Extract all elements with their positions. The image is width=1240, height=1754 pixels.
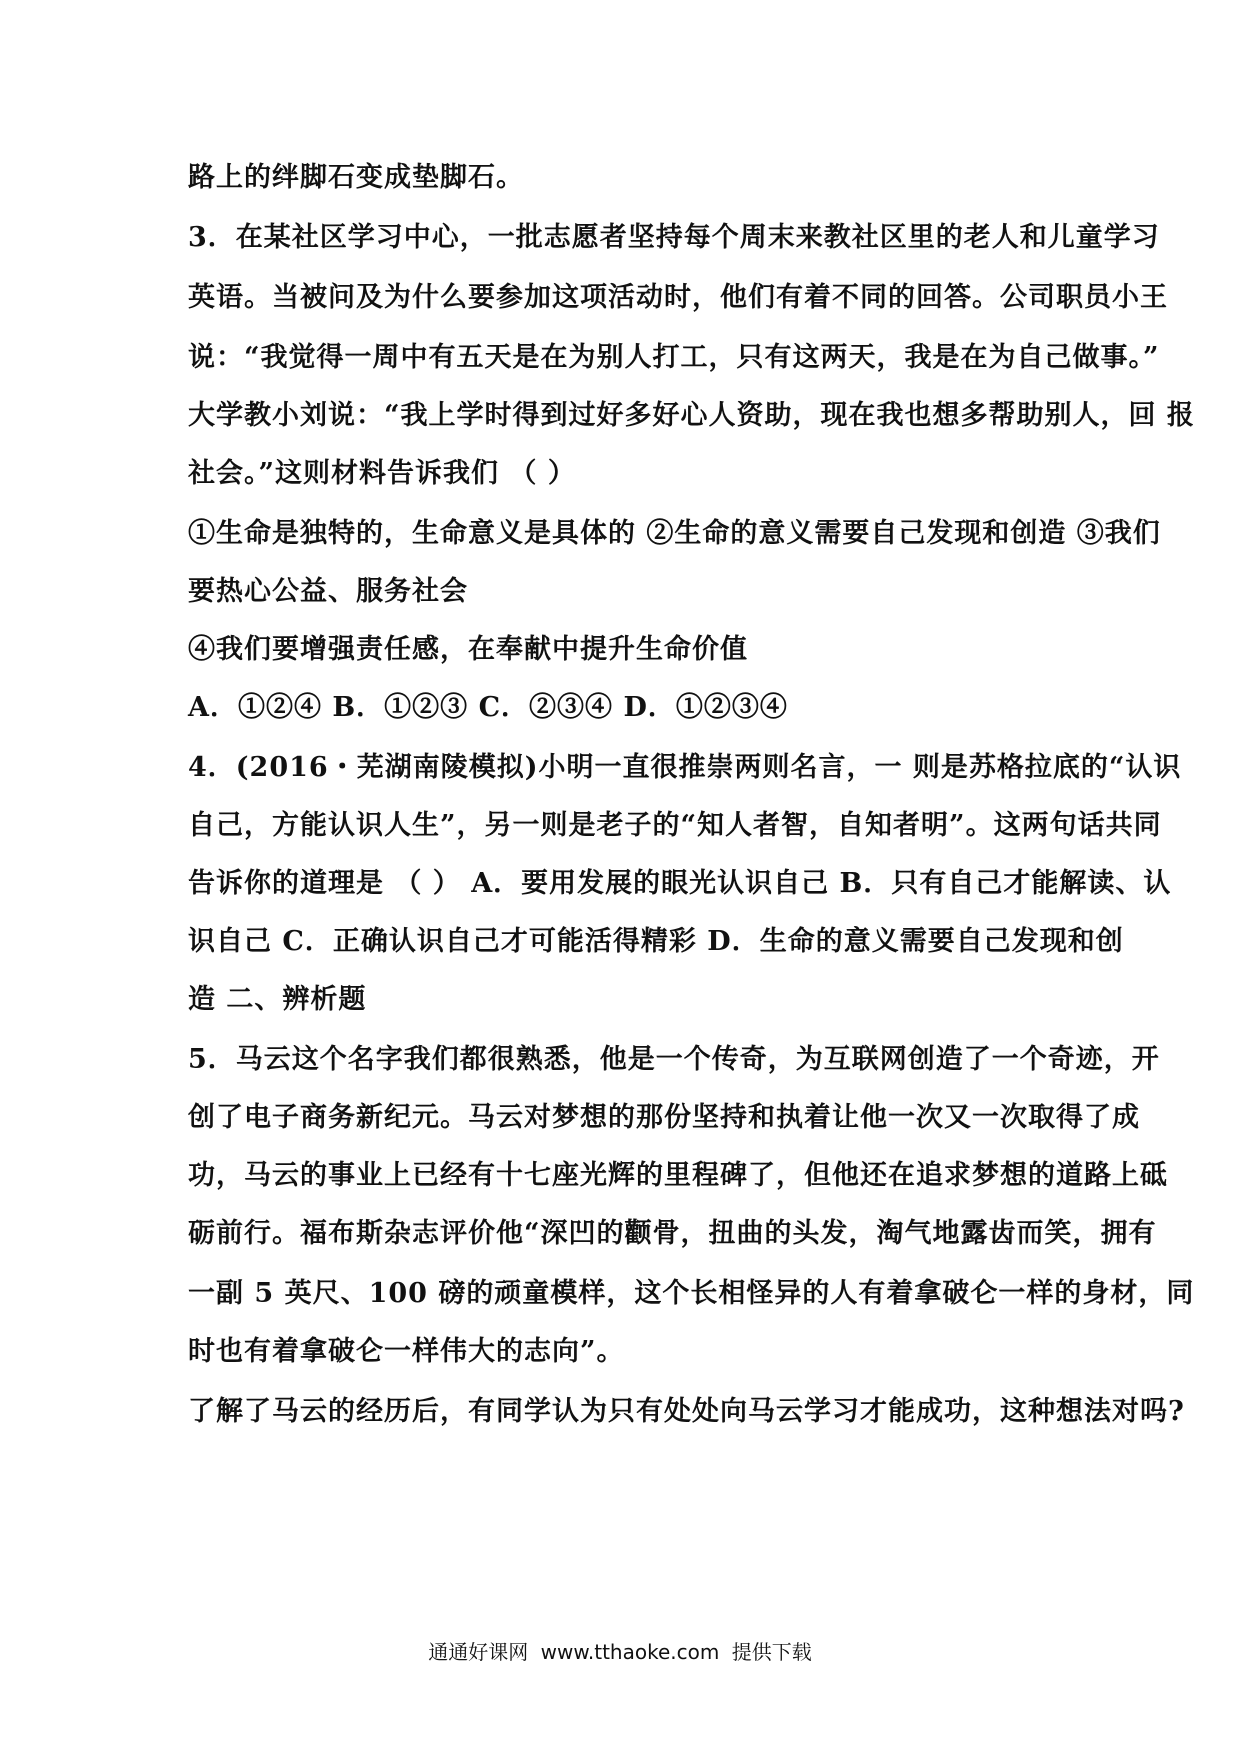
text-line: 功，马云的事业上已经有十七座光辉的里程碑了，但他还在追求梦想的道路上砥 (188, 1160, 1168, 1191)
answer-choices-line: A．①②④ B．①②③ C．②③④ D．①②③④ (188, 692, 788, 723)
text-line: 一副 5 英尺、100 磅的顽童模样，这个长相怪异的人有着拿破仑一样的身材，同 (188, 1278, 1195, 1309)
footer-text: 通通好课网 www.tthaoke.com 提供下载 (428, 1640, 812, 1664)
text-line: ④我们要增强责任感，在奉献中提升生命价值 (188, 634, 748, 665)
text-line: 说：“我觉得一周中有五天是在为别人打工，只有这两天，我是在为自己做事。” (188, 342, 1160, 373)
option-statements-line: ①生命是独特的，生命意义是具体的 ②生命的意义需要自己发现和创造 ③我们 (188, 518, 1161, 549)
section-heading-line: 造 二、辨析题 (188, 984, 367, 1015)
text-line: 社会。”这则材料告诉我们 （ ） (188, 458, 576, 489)
text-line: 英语。当被问及为什么要参加这项活动时，他们有着不同的回答。公司职员小王 (188, 282, 1168, 313)
text-line: 路上的绊脚石变成垫脚石。 (188, 162, 524, 193)
text-line: 识自己 C．正确认识自己才可能活得精彩 D．生命的意义需要自己发现和创 (188, 926, 1124, 957)
text-line: 自己，方能认识人生”，另一则是老子的“知人者智，自知者明”。这两句话共同 (188, 810, 1162, 841)
question-3-line: 3．在某社区学习中心，一批志愿者坚持每个周末来教社区里的老人和儿童学习 (188, 222, 1160, 253)
text-line: 要热心公益、服务社会 (188, 576, 468, 607)
text-line: 时也有着拿破仑一样伟大的志向”。 (188, 1336, 625, 1367)
text-line: 砺前行。福布斯杂志评价他“深凹的颧骨，扭曲的头发，淘气地露齿而笑，拥有 (188, 1218, 1157, 1249)
text-line: 了解了马云的经历后，有同学认为只有处处向马云学习才能成功，这种想法对吗? (188, 1396, 1185, 1427)
text-line: 创了电子商务新纪元。马云对梦想的那份坚持和执着让他一次又一次取得了成 (188, 1102, 1140, 1133)
question-4-line: 4．(2016・芜湖南陵模拟)小明一直很推崇两则名言，一 则是苏格拉底的“认识 (188, 752, 1182, 783)
question-5-line: 5．马云这个名字我们都很熟悉，他是一个传奇，为互联网创造了一个奇迹，开 (188, 1044, 1160, 1075)
text-line: 告诉你的道理是 （ ） A．要用发展的眼光认识自己 B．只有自己才能解读、认 (188, 868, 1172, 899)
text-line: 大学教小刘说：“我上学时得到过好多好心人资助，现在我也想多帮助别人，回 报 (188, 400, 1195, 431)
